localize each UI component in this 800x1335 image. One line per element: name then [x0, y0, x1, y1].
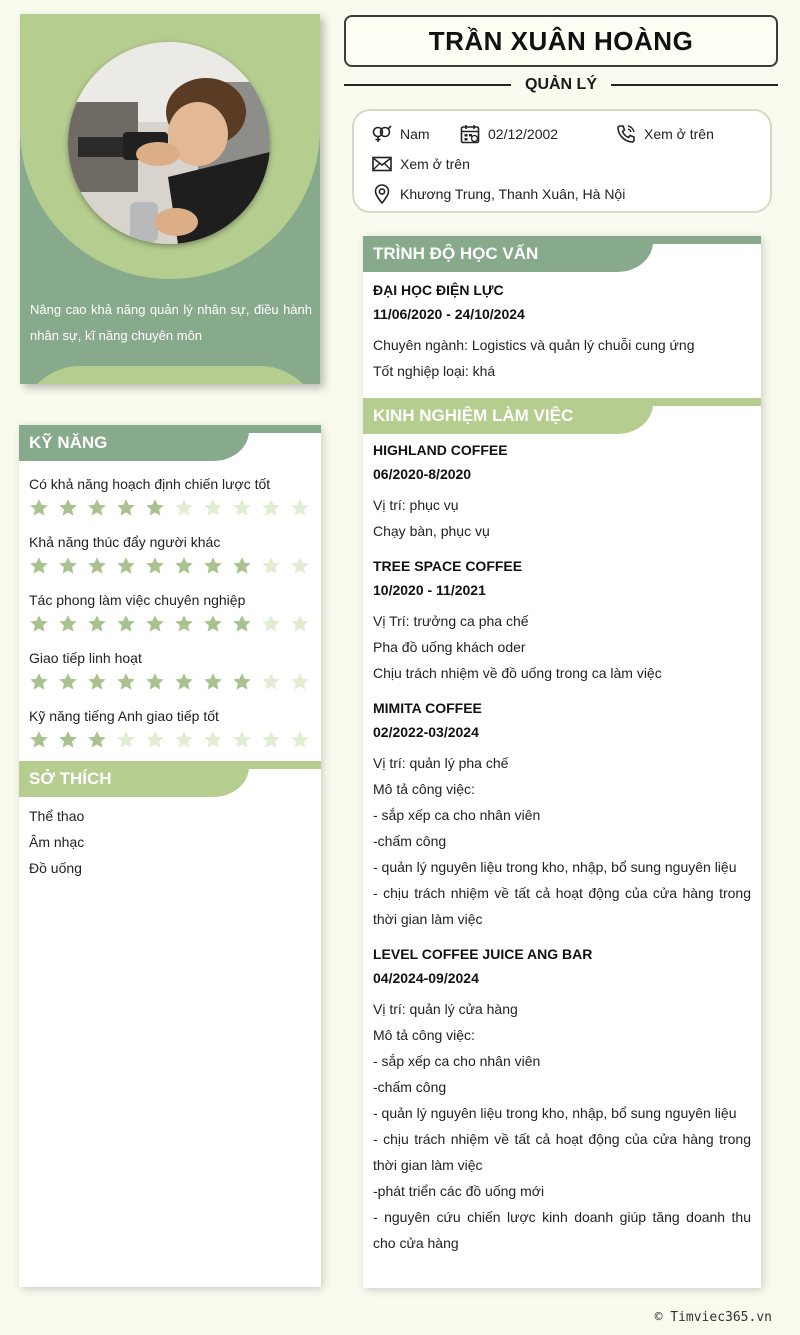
job-entry: [363, 942, 761, 1256]
star-empty-icon: [290, 614, 310, 634]
hobbies-heading: SỞ THÍCH: [19, 761, 249, 797]
star-empty-icon: [203, 730, 223, 750]
job-detail: - sắp xếp ca cho nhân viên: [373, 807, 541, 823]
hobbies-header: [19, 761, 321, 797]
star-filled-icon: [87, 498, 107, 518]
job-detail: -chấm công: [373, 1079, 447, 1095]
job-detail: -phát triển các đồ uống mới: [373, 1183, 545, 1199]
phone-item: [616, 122, 714, 146]
company-name: TREE SPACE COFFEE: [373, 558, 523, 574]
star-filled-icon: [29, 614, 49, 634]
job-entry: [363, 696, 761, 932]
star-empty-icon: [174, 730, 194, 750]
full-name: TRẦN XUÂN HOÀNG: [344, 15, 778, 67]
job-detail: Vị trí: phục vụ: [373, 497, 459, 513]
star-filled-icon: [174, 614, 194, 634]
phone-value: Xem ở trên: [644, 126, 714, 142]
position-title: QUẢN LÝ: [511, 76, 611, 93]
education-entry: [363, 272, 761, 394]
job-detail: -chấm công: [373, 833, 447, 849]
skill-name: Kỹ năng tiếng Anh giao tiếp tốt: [29, 708, 219, 724]
calendar-icon: [460, 124, 480, 144]
hobby-item: Đồ uống: [29, 860, 82, 876]
star-filled-icon: [116, 498, 136, 518]
skill-name: Giao tiếp linh hoạt: [29, 650, 142, 666]
star-filled-icon: [145, 556, 165, 576]
company-name: HIGHLAND COFFEE: [373, 442, 508, 458]
address-value: Khương Trung, Thanh Xuân, Hà Nội: [400, 186, 626, 202]
star-empty-icon: [203, 498, 223, 518]
star-filled-icon: [203, 614, 223, 634]
star-empty-icon: [261, 498, 281, 518]
star-filled-icon: [87, 730, 107, 750]
star-empty-icon: [145, 730, 165, 750]
job-detail: Chạy bàn, phục vụ: [373, 523, 490, 539]
star-filled-icon: [58, 672, 78, 692]
school-name: ĐẠI HỌC ĐIỆN LỰC: [373, 282, 504, 298]
experience-header: [363, 398, 761, 434]
job-detail: Vị trí: quản lý cửa hàng: [373, 1001, 518, 1017]
position-row: [344, 74, 778, 96]
star-filled-icon: [87, 556, 107, 576]
avatar: [68, 42, 270, 244]
experience-list: [363, 434, 761, 1256]
hobby-item: Âm nhạc: [29, 834, 85, 850]
education-heading: TRÌNH ĐỘ HỌC VẤN: [363, 236, 653, 272]
education-line: Tốt nghiệp loại: khá: [373, 363, 496, 379]
job-entry: [363, 438, 761, 544]
star-empty-icon: [261, 672, 281, 692]
decorative-wave: [20, 366, 320, 384]
company-name: LEVEL COFFEE JUICE ANG BAR: [373, 946, 593, 962]
skill-name: Khả năng thúc đẩy người khác: [29, 534, 221, 550]
job-detail: - quản lý nguyên liệu trong kho, nhập, bổ sung nguyên liệu: [373, 859, 737, 875]
company-name: MIMITA COFFEE: [373, 700, 482, 716]
job-entry: [363, 554, 761, 686]
skills-heading: KỸ NĂNG: [19, 425, 249, 461]
location-pin-icon: [372, 184, 392, 204]
job-detail: - chịu trách nhiệm về tất cả hoạt động của cửa hàng trong thời gian làm việc: [373, 885, 751, 927]
birthday-value: 02/12/2002: [488, 126, 559, 142]
job-period: 04/2024-09/2024: [373, 970, 479, 986]
star-filled-icon: [116, 614, 136, 634]
job-detail: Vị Trí: trưởng ca pha chế: [373, 613, 529, 629]
star-empty-icon: [232, 730, 252, 750]
skill-rating: [29, 613, 321, 635]
position-wrap: [344, 74, 778, 96]
education-line: Chuyên ngành: Logistics và quản lý chuỗi cung ứng: [373, 337, 695, 353]
gender-icon: [372, 125, 392, 143]
job-detail: Mô tả công việc:: [373, 1027, 475, 1043]
star-filled-icon: [29, 498, 49, 518]
skill-rating: [29, 555, 321, 577]
gender-item: [372, 122, 430, 146]
star-filled-icon: [203, 672, 223, 692]
skill-name: Tác phong làm việc chuyên nghiệp: [29, 592, 246, 608]
star-filled-icon: [145, 672, 165, 692]
star-filled-icon: [87, 672, 107, 692]
email-value: Xem ở trên: [400, 156, 470, 172]
star-filled-icon: [87, 614, 107, 634]
skill-rating: [29, 497, 321, 519]
star-empty-icon: [261, 614, 281, 634]
star-filled-icon: [58, 498, 78, 518]
phone-icon: [616, 124, 636, 144]
job-detail: Mô tả công việc:: [373, 781, 475, 797]
job-detail: - quản lý nguyên liệu trong kho, nhập, bổ sung nguyên liệu: [373, 1105, 737, 1121]
star-empty-icon: [290, 672, 310, 692]
skills-header: [19, 425, 321, 461]
star-filled-icon: [203, 556, 223, 576]
star-filled-icon: [58, 730, 78, 750]
star-empty-icon: [290, 556, 310, 576]
job-detail: Pha đồ uống khách oder: [373, 639, 526, 655]
mail-icon: [372, 156, 392, 172]
star-empty-icon: [261, 730, 281, 750]
skills-list: [19, 461, 321, 751]
star-filled-icon: [58, 556, 78, 576]
birthday-item: [460, 122, 558, 146]
education-header: [363, 236, 761, 272]
star-filled-icon: [29, 730, 49, 750]
skill-name: Có khả năng hoạch định chiến lược tốt: [29, 476, 271, 492]
job-period: 02/2022-03/2024: [373, 724, 479, 740]
star-filled-icon: [232, 672, 252, 692]
star-filled-icon: [58, 614, 78, 634]
job-period: 10/2020 - 11/2021: [373, 582, 486, 598]
contact-box: [352, 109, 772, 213]
job-detail: - sắp xếp ca cho nhân viên: [373, 1053, 541, 1069]
star-empty-icon: [290, 730, 310, 750]
star-empty-icon: [290, 498, 310, 518]
star-empty-icon: [116, 730, 136, 750]
skill-rating: [29, 729, 321, 751]
job-detail: Vị trí: quản lý pha chế: [373, 755, 509, 771]
star-filled-icon: [232, 614, 252, 634]
star-empty-icon: [261, 556, 281, 576]
job-period: 06/2020-8/2020: [373, 466, 472, 482]
hobbies-list: [19, 797, 321, 881]
job-detail: - chịu trách nhiệm về tất cả hoạt động của cửa hàng trong thời gian làm việc: [373, 1131, 751, 1173]
profile-card: [20, 14, 320, 384]
job-detail: Chịu trách nhiệm về đồ uống trong ca làm việc: [373, 665, 662, 681]
star-filled-icon: [174, 556, 194, 576]
career-objective: Nâng cao khả năng quản lý nhân sự, điều hành nhân sự, kĩ năng chuyên môn: [30, 302, 312, 343]
experience-heading: KINH NGHIỆM LÀM VIỆC: [363, 398, 653, 434]
star-filled-icon: [116, 556, 136, 576]
star-empty-icon: [232, 498, 252, 518]
address-item: [372, 182, 625, 206]
side-panel: [19, 425, 321, 1287]
star-filled-icon: [29, 556, 49, 576]
skill-rating: [29, 671, 321, 693]
star-filled-icon: [116, 672, 136, 692]
watermark: © Timviec365.vn: [654, 1310, 772, 1325]
hobby-item: Thể thao: [29, 808, 85, 824]
star-filled-icon: [145, 614, 165, 634]
job-detail: - nguyên cứu chiến lược kinh doanh giúp tăng doanh thu cho cửa hàng: [373, 1209, 751, 1251]
main-panel: [363, 236, 761, 1288]
gender-value: Nam: [400, 126, 430, 142]
star-empty-icon: [174, 498, 194, 518]
star-filled-icon: [29, 672, 49, 692]
star-filled-icon: [145, 498, 165, 518]
star-filled-icon: [174, 672, 194, 692]
education-period: 11/06/2020 - 24/10/2024: [373, 306, 525, 322]
email-item: [372, 152, 470, 176]
star-filled-icon: [232, 556, 252, 576]
